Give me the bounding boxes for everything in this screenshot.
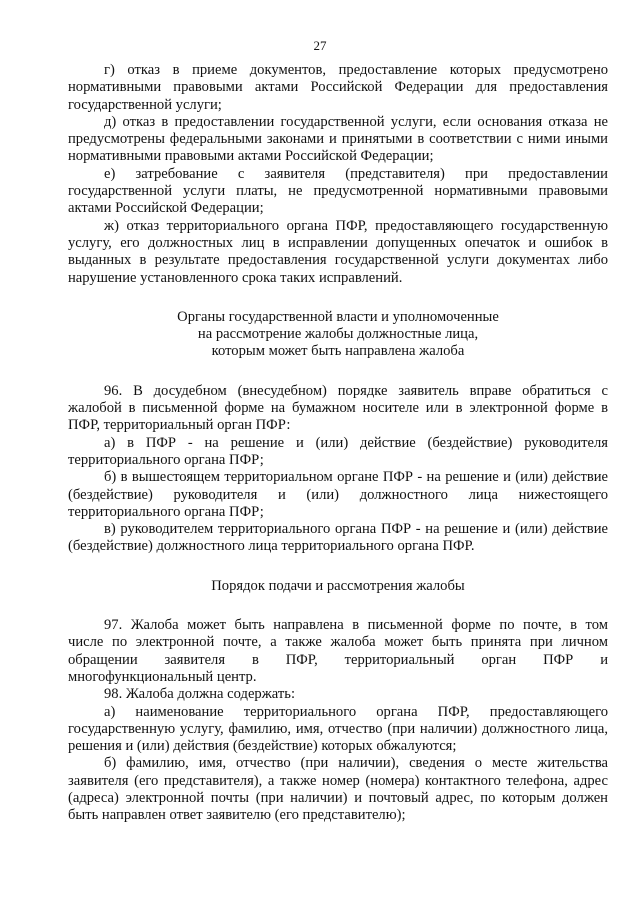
paragraph-98-b: б) фамилию, имя, отчество (при наличии), сведения о месте жительства заявителя (его представителя), а также номер (номера) контактного телефона, адрес (адреса) электронной почты (при наличии) и почтовый адрес, по которым должен быть направлен ответ заявителю (его представителю);	[68, 755, 608, 824]
paragraph-98: 98. Жалоба должна содержать:	[104, 686, 295, 703]
list-item-g: г) отказ в приеме документов, предоставление которых предусмотрено нормативными правовыми актами Российской Федерации для предоставления государственной услуги;	[68, 62, 608, 113]
paragraph-96-a: а) в ПФР - на решение и (или) действие (бездействие) руководителя территориального органа ПФР;	[68, 434, 608, 468]
section-heading-procedure: Порядок подачи и рассмотрения жалобы	[211, 577, 465, 594]
paragraph-97	[68, 617, 608, 686]
paragraph-96-b: б) в вышестоящем территориальном органе ПФР - на решение и (или) действие (бездействие) руководителя и (или) должностного лица нижестоящего территориального органа ПФР;	[68, 469, 608, 520]
paragraph-97-line: обращении заявителя в ПФР, территориальный орган ПФР и	[68, 651, 608, 668]
heading-line: Органы государственной власти и уполномоченные	[177, 308, 499, 325]
paragraph-96: 96. В досудебном (внесудебном) порядке заявитель вправе обратиться с жалобой в письменной форме на бумажном носителе или в электронной форме в ПФР, территориальный орган ПФР:	[68, 382, 608, 434]
document-body	[68, 62, 608, 825]
list-item-d: д) отказ в предоставлении государственной услуги, если основания отказа не предусмотрены федеральными законами и принятыми в соответствии с ними иными нормативными правовыми актами Российской Федерации;	[68, 113, 608, 165]
paragraph-96-v: в) руководителем территориального органа ПФР - на решение и (или) действие (бездействие) должностного лица территориального органа ПФР.	[68, 521, 608, 555]
section-heading-authorities	[68, 309, 608, 361]
heading-line: на рассмотрение жалобы должностные лица,	[197, 326, 479, 343]
list-item-e: е) затребование с заявителя (представителя) при предоставлении государственной услуги платы, не предусмотренной нормативными правовыми актами Российской Федерации;	[68, 165, 608, 217]
list-item-zh: ж) отказ территориального органа ПФР, предоставляющего государственную услугу, его должностных лиц в исправлении допущенных опечаток и ошибок в выданных в результате предоставления государственной услуги документах либо нарушение установленного срока таких исправлений.	[68, 217, 608, 286]
paragraph-97-line: числе по электронной почте, а также жалоба может быть принята при личном	[68, 634, 608, 651]
paragraph-98-a: а) наименование территориального органа ПФР, предоставляющего государственную услугу, фамилию, имя, отчество (при наличии) должностного лица, решения и (или) действия (бездействие) которых обжалуются;	[68, 703, 608, 755]
paragraph-97-line: многофункциональный центр.	[68, 668, 257, 685]
heading-line: которым может быть направлена жалоба	[211, 343, 465, 360]
paragraph-97-line: 97. Жалоба может быть направлена в письменной форме по почте, в том	[104, 617, 608, 634]
page-number: 27	[313, 38, 327, 53]
